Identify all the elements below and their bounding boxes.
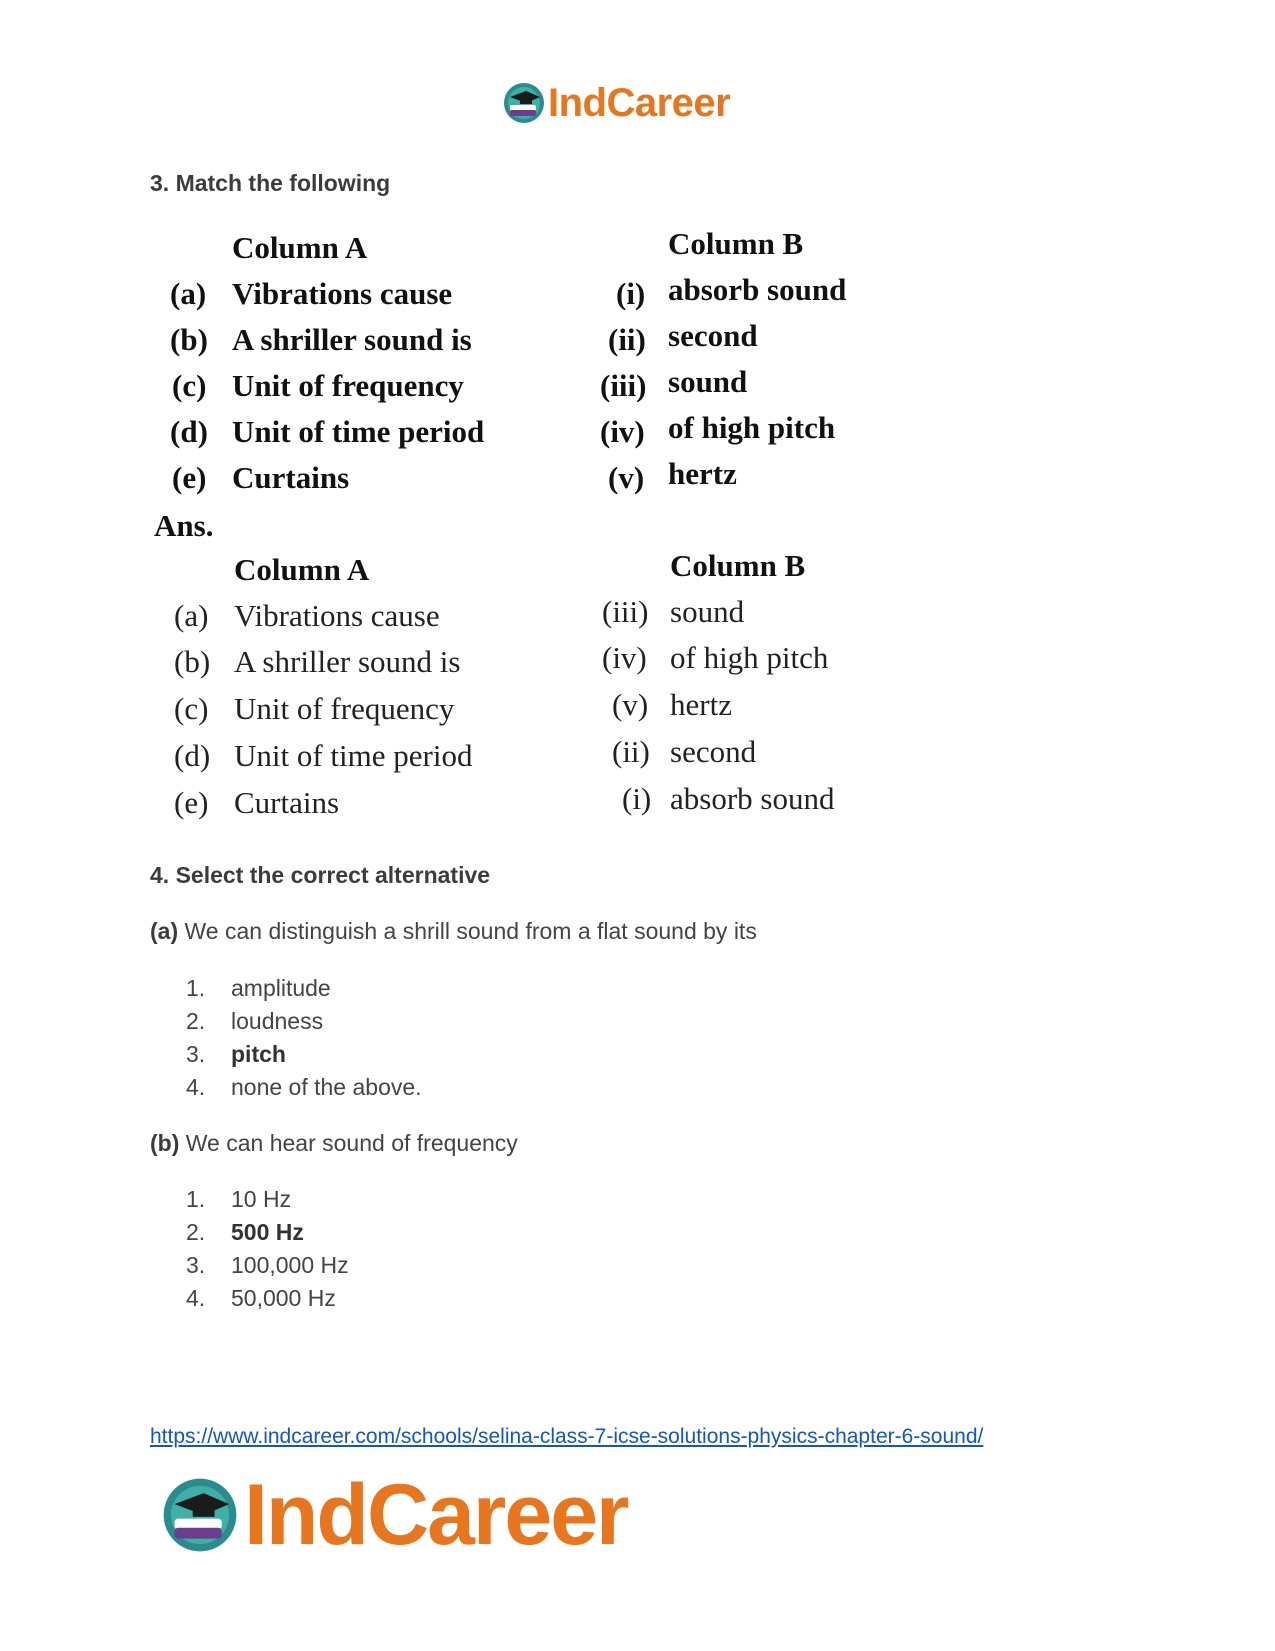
option-text: 100,000 Hz xyxy=(231,1252,349,1278)
header-logo xyxy=(502,78,730,128)
row-label: (b) xyxy=(170,322,208,357)
question-label: (b) xyxy=(150,1130,180,1156)
column-b-cell: of high pitch xyxy=(670,640,829,675)
option-text: pitch xyxy=(231,1041,286,1067)
column-b-cell: hertz xyxy=(668,456,737,491)
option-text: 500 Hz xyxy=(231,1219,304,1245)
row-label: (c) xyxy=(172,368,207,403)
row-label: (i) xyxy=(622,781,652,816)
row-label: (c) xyxy=(174,691,209,726)
question-body: We can distinguish a shrill sound from a flat sound by its xyxy=(184,918,757,944)
row-label: (b) xyxy=(174,644,211,679)
column-a-cell: A shriller sound is xyxy=(232,322,472,357)
brand-name: IndCareer xyxy=(244,1466,628,1563)
column-a-heading: Column A xyxy=(234,552,370,587)
option-number: 4. xyxy=(186,1074,206,1100)
option-number: 3. xyxy=(186,1041,206,1067)
row-label: (ii) xyxy=(612,734,650,769)
row-label: (d) xyxy=(170,414,208,449)
option-text: loudness xyxy=(231,1008,324,1034)
option-text: amplitude xyxy=(231,975,331,1001)
column-a-cell: Vibrations cause xyxy=(232,276,453,311)
option-number: 1. xyxy=(186,975,206,1001)
row-label: (iii) xyxy=(600,368,647,403)
row-label: (a) xyxy=(170,276,207,311)
source-link[interactable]: https://www.indcareer.com/schools/selina-class-7-icse-solutions-physics-chapter-6-sound/ xyxy=(150,1425,984,1448)
row-label: (i) xyxy=(616,276,646,311)
row-label: (ii) xyxy=(608,322,646,357)
question-4-heading: 4. Select the correct alternative xyxy=(150,862,491,888)
column-a-cell: Curtains xyxy=(232,460,350,495)
row-label: (a) xyxy=(174,598,209,633)
column-a-cell: Unit of frequency xyxy=(234,691,455,726)
column-b-heading: Column B xyxy=(670,548,806,583)
option-number: 2. xyxy=(186,1219,206,1245)
row-label: (v) xyxy=(612,687,649,722)
column-b-cell: absorb sound xyxy=(668,272,847,307)
list-item xyxy=(186,1285,336,1312)
row-label: (iii) xyxy=(602,594,649,629)
column-a-cell: Unit of time period xyxy=(232,414,485,449)
option-text: none of the above. xyxy=(231,1074,422,1100)
list-item-correct xyxy=(186,1041,286,1068)
brand-name: IndCareer xyxy=(548,80,731,125)
row-label: (e) xyxy=(172,460,207,495)
list-item xyxy=(186,1074,422,1101)
column-b-cell: absorb sound xyxy=(670,781,835,816)
column-a-cell: Vibrations cause xyxy=(234,598,440,633)
column-a-cell: A shriller sound is xyxy=(234,644,461,679)
row-label: (e) xyxy=(174,785,209,820)
column-b-cell: hertz xyxy=(670,687,732,722)
option-number: 4. xyxy=(186,1285,206,1311)
option-text: 10 Hz xyxy=(231,1186,292,1212)
footer-logo xyxy=(160,1466,628,1563)
graduation-book-icon xyxy=(502,81,546,125)
list-item xyxy=(186,1008,323,1035)
option-number: 2. xyxy=(186,1008,206,1034)
list-item xyxy=(186,975,331,1002)
column-b-cell: sound xyxy=(670,594,745,629)
question-label: (a) xyxy=(150,918,179,944)
list-item xyxy=(186,1252,349,1279)
column-a-cell: Unit of frequency xyxy=(232,368,464,403)
column-b-heading: Column B xyxy=(668,226,804,261)
row-label: (iv) xyxy=(600,414,645,449)
question-3-heading: 3. Match the following xyxy=(150,170,391,196)
question-body: We can hear sound of frequency xyxy=(185,1130,518,1156)
option-number: 3. xyxy=(186,1252,206,1278)
list-item xyxy=(186,1186,291,1213)
option-number: 1. xyxy=(186,1186,206,1212)
column-b-cell: sound xyxy=(668,364,748,399)
answer-label: Ans. xyxy=(154,508,214,543)
column-b-cell: of high pitch xyxy=(668,410,836,445)
column-a-cell: Curtains xyxy=(234,785,340,820)
column-a-cell: Unit of time period xyxy=(234,738,473,773)
column-b-cell: second xyxy=(668,318,758,353)
graduation-book-icon xyxy=(160,1475,240,1555)
row-label: (v) xyxy=(608,460,645,495)
option-text: 50,000 Hz xyxy=(231,1285,336,1311)
column-b-cell: second xyxy=(670,734,757,769)
list-item-correct xyxy=(186,1219,304,1246)
row-label: (iv) xyxy=(602,640,647,675)
column-a-heading: Column A xyxy=(232,230,368,265)
row-label: (d) xyxy=(174,738,211,773)
question-4a-text xyxy=(150,918,757,945)
question-4b-text xyxy=(150,1130,518,1157)
